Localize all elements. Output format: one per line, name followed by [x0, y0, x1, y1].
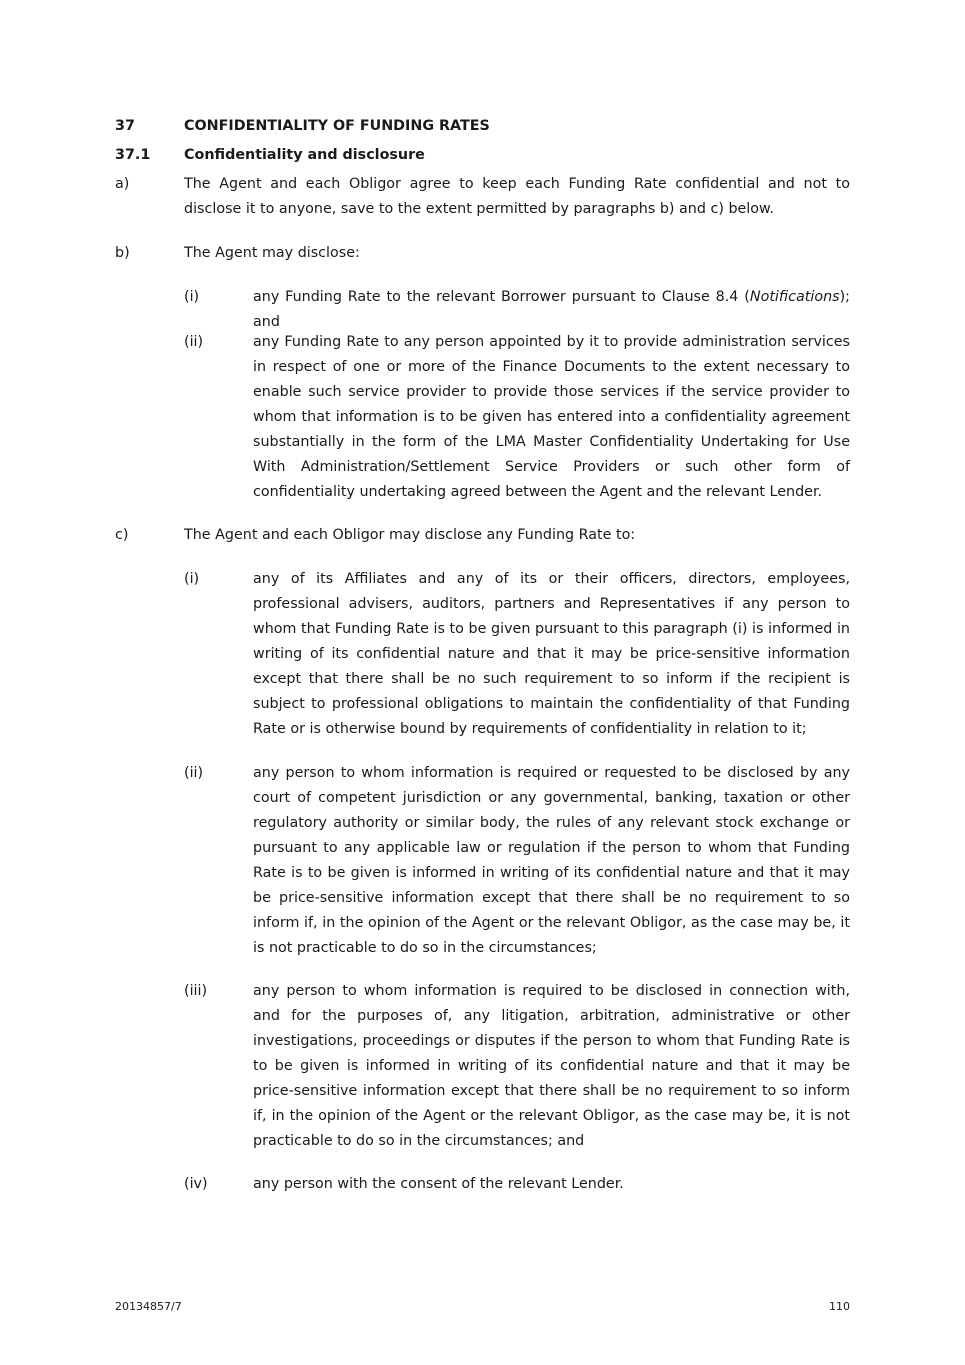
paragraph-c-item-iii — [184, 979, 850, 1154]
item-text: any Funding Rate to any person appointed by it to provide administration services in respect of one or more of the Finance Documents to the extent necessary to enable such service provider to provide those services if the service provider to whom that information is to be given has entered into a confidentiality agreement substantially in the form of the LMA Master Confidentiality Undertaking for Use With Administration/Settlement Service Providers or such other form of confidentiality undertaking agreed between the Agent and the relevant Lender. — [253, 334, 850, 500]
paragraph-c-item-iv — [184, 1172, 850, 1197]
item-text: any Funding Rate to the relevant Borrower pursuant to Clause 8.4 (Notifications); and — [253, 289, 850, 330]
item-label: (ii) — [184, 765, 204, 781]
section-title: CONFIDENTIALITY OF FUNDING RATES — [184, 118, 490, 134]
paragraph-b-item-ii — [184, 330, 850, 505]
paragraph-b-label: b) — [115, 245, 130, 261]
page-number: 110 — [829, 1300, 850, 1313]
section-number: 37 — [115, 118, 135, 134]
item-text: any person to whom information is required or requested to be disclosed by any court of competent jurisdiction or any governmental, banking, taxation or other regulatory authority or similar body, the rules of any relevant stock exchange or pursuant to any applicable law or regulation if the person to whom that Funding Rate is to be given is informed in writing of its confidential nature and that it may be price-sensitive information except that there shall be no requirement to so inform if, in the opinion of the Agent or the relevant Obligor, as the case may be, it is not practicable to do so in the circumstances; — [253, 765, 850, 956]
item-label: (iii) — [184, 983, 208, 999]
item-label: (ii) — [184, 334, 204, 350]
document-reference: 20134857/7 — [115, 1300, 182, 1313]
paragraph-a-label: a) — [115, 176, 130, 192]
item-label: (iv) — [184, 1176, 208, 1192]
paragraph-c-item-ii — [184, 761, 850, 961]
item-label: (i) — [184, 289, 200, 305]
subsection-number: 37.1 — [115, 147, 151, 163]
item-text: any person to whom information is required to be disclosed in connection with, and for the purposes of, any litigation, arbitration, administrative or other investigations, proceedings or disputes if the person to whom that Funding Rate is to be given is informed in writing of its confidential nature and that it may be price-sensitive information except that there shall be no requirement to so inform if, in the opinion of the Agent or the relevant Obligor, as the case may be, it is not practicable to do so in the circumstances; and — [253, 983, 850, 1149]
paragraph-a-text: The Agent and each Obligor agree to keep each Funding Rate confidential and not to disclose it to anyone, save to the extent permitted by paragraphs b) and c) below. — [184, 176, 850, 217]
item-text: any of its Affiliates and any of its or their officers, directors, employees, professional advisers, auditors, partners and Representatives if any person to whom that Funding Rate is to be given pursuant to this paragraph (i) is informed in writing of its confidential nature and that it may be price-sensitive information except that there shall be no such requirement to so inform if the recipient is subject to professional obligations to maintain the confidentiality of that Funding Rate or is otherwise bound by requirements of confidentiality in relation to it; — [253, 571, 850, 737]
paragraph-a — [115, 172, 850, 222]
paragraph-c-item-i — [184, 567, 850, 742]
paragraph-c-text: The Agent and each Obligor may disclose any Funding Rate to: — [184, 527, 636, 543]
item-text: any person with the consent of the relevant Lender. — [253, 1176, 624, 1192]
paragraph-c-label: c) — [115, 527, 129, 543]
paragraph-b-item-i — [184, 285, 850, 335]
clause-reference: Notifications — [749, 289, 840, 305]
paragraph-b — [115, 241, 850, 266]
paragraph-b-text: The Agent may disclose: — [184, 245, 360, 261]
item-label: (i) — [184, 571, 200, 587]
subsection-title: Confidentiality and disclosure — [184, 147, 425, 163]
paragraph-c — [115, 523, 850, 548]
